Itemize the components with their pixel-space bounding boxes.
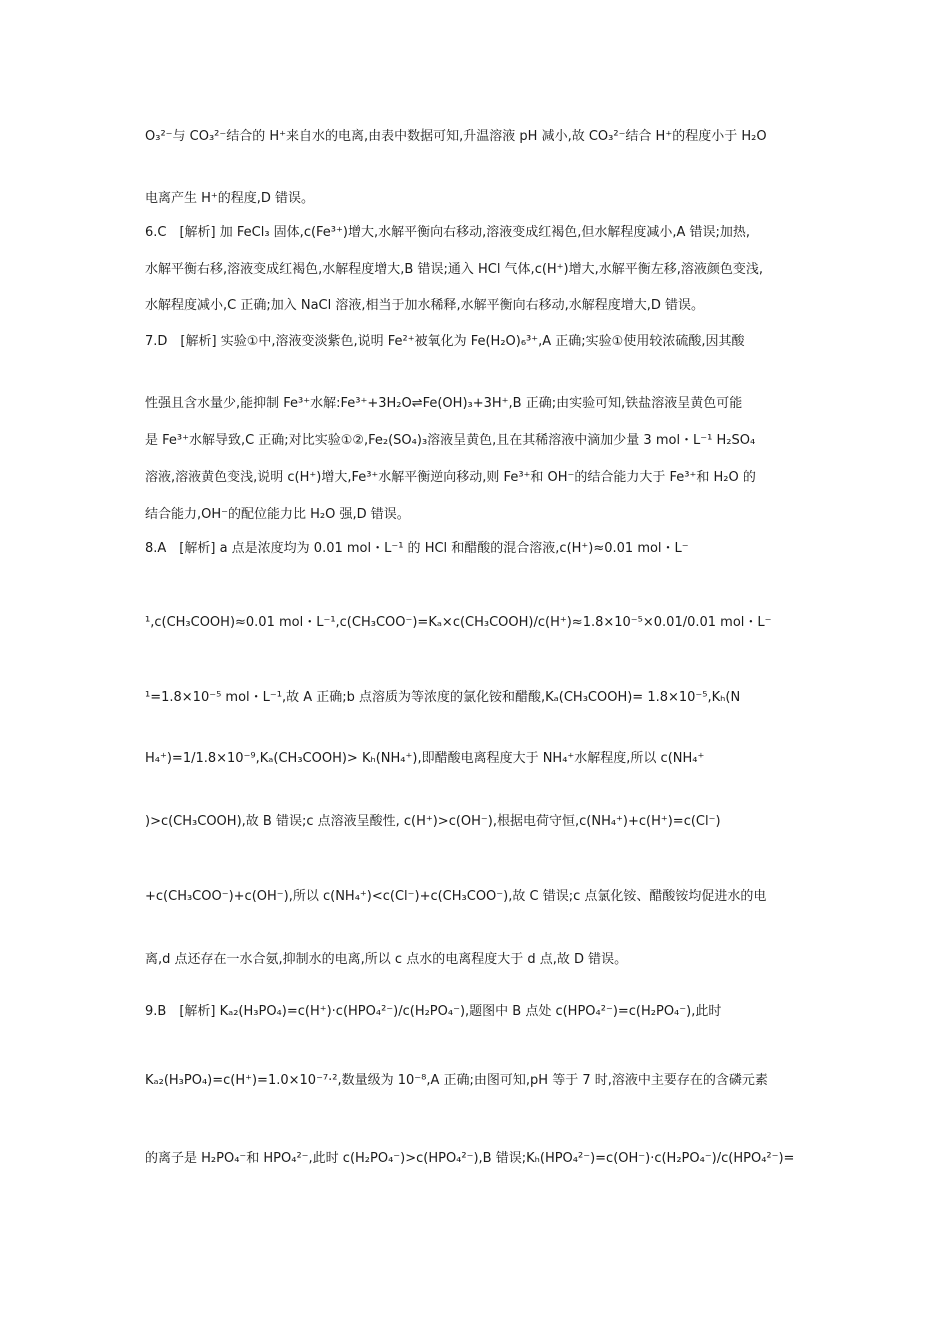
- text-line: 性强且含水量少,能抑制 Fe³⁺水解:Fe³⁺+3H₂O⇌Fe(OH)₃+3H⁺,B 正确;由实验可知,铁盐溶液呈黄色可能: [145, 396, 743, 411]
- text-line: +c(CH₃COO⁻)+c(OH⁻),所以 c(NH₄⁺)<c(Cl⁻)+c(CH₃COO⁻),故 C 错误;c 点氯化铵、醋酸铵均促进水的电: [145, 889, 767, 904]
- text-line: 的离子是 H₂PO₄⁻和 HPO₄²⁻,此时 c(H₂PO₄⁻)>c(HPO₄²⁻),B 错误;Kₕ(HPO₄²⁻)=c(OH⁻)·c(H₂PO₄⁻)/c(HPO₄²⁻)=: [145, 1151, 795, 1166]
- text-line: 离,d 点还存在一水合氨,抑制水的电离,所以 c 点水的电离程度大于 d 点,故 D 错误。: [145, 952, 628, 967]
- text-line: 水解程度减小,C 正确;加入 NaCl 溶液,相当于加水稀释,水解平衡向右移动,水解程度增大,D 错误。: [145, 298, 705, 313]
- text-line: )>c(CH₃COOH),故 B 错误;c 点溶液呈酸性, c(H⁺)>c(OH⁻),根据电荷守恒,c(NH₄⁺)+c(H⁺)=c(Cl⁻): [145, 814, 721, 829]
- text-line: 8.A [解析] a 点是浓度均为 0.01 mol・L⁻¹ 的 HCl 和醋酸的混合溶液,c(H⁺)≈0.01 mol・L⁻: [145, 541, 689, 556]
- text-line: 溶液,溶液黄色变浅,说明 c(H⁺)增大,Fe³⁺水解平衡逆向移动,则 Fe³⁺和 OH⁻的结合能力大于 Fe³⁺和 H₂O 的: [145, 470, 756, 485]
- text-line: 结合能力,OH⁻的配位能力比 H₂O 强,D 错误。: [145, 507, 410, 522]
- text-line: 6.C [解析] 加 FeCl₃ 固体,c(Fe³⁺)增大,水解平衡向右移动,溶液变成红褐色,但水解程度减小,A 错误;加热,: [145, 225, 751, 240]
- text-line: 9.B [解析] Kₐ₂(H₃PO₄)=c(H⁺)·c(HPO₄²⁻)/c(H₂PO₄⁻),题图中 B 点处 c(HPO₄²⁻)=c(H₂PO₄⁻),此时: [145, 1004, 722, 1019]
- text-line: 电离产生 H⁺的程度,D 错误。: [145, 191, 315, 206]
- text-line: ¹=1.8×10⁻⁵ mol・L⁻¹,故 A 正确;b 点溶质为等浓度的氯化铵和醋酸,Kₐ(CH₃COOH)= 1.8×10⁻⁵,Kₕ(N: [145, 690, 741, 705]
- text-line: H₄⁺)=1/1.8×10⁻⁹,Kₐ(CH₃COOH)> Kₕ(NH₄⁺),即醋酸电离程度大于 NH₄⁺水解程度,所以 c(NH₄⁺: [145, 751, 705, 766]
- text-line: O₃²⁻与 CO₃²⁻结合的 H⁺来自水的电离,由表中数据可知,升温溶液 pH 减小,故 CO₃²⁻结合 H⁺的程度小于 H₂O: [145, 129, 767, 144]
- text-line: 水解平衡右移,溶液变成红褐色,水解程度增大,B 错误;通入 HCl 气体,c(H⁺)增大,水解平衡左移,溶液颜色变浅,: [145, 262, 764, 277]
- text-line: 7.D [解析] 实验①中,溶液变淡紫色,说明 Fe²⁺被氧化为 Fe(H₂O)₆³⁺,A 正确;实验①使用较浓硫酸,因其酸: [145, 334, 745, 349]
- text-line: 是 Fe³⁺水解导致,C 正确;对比实验①②,Fe₂(SO₄)₃溶液呈黄色,且在其稀溶液中滴加少量 3 mol・L⁻¹ H₂SO₄: [145, 433, 756, 448]
- text-line: ¹,c(CH₃COOH)≈0.01 mol・L⁻¹,c(CH₃COO⁻)=Kₐ×c(CH₃COOH)/c(H⁺)≈1.8×10⁻⁵×0.01/0.01 mol・L⁻: [145, 615, 772, 630]
- text-line: Kₐ₂(H₃PO₄)=c(H⁺)=1.0×10⁻⁷·²,数量级为 10⁻⁸,A 正确;由图可知,pH 等于 7 时,溶液中主要存在的含磷元素: [145, 1073, 768, 1088]
